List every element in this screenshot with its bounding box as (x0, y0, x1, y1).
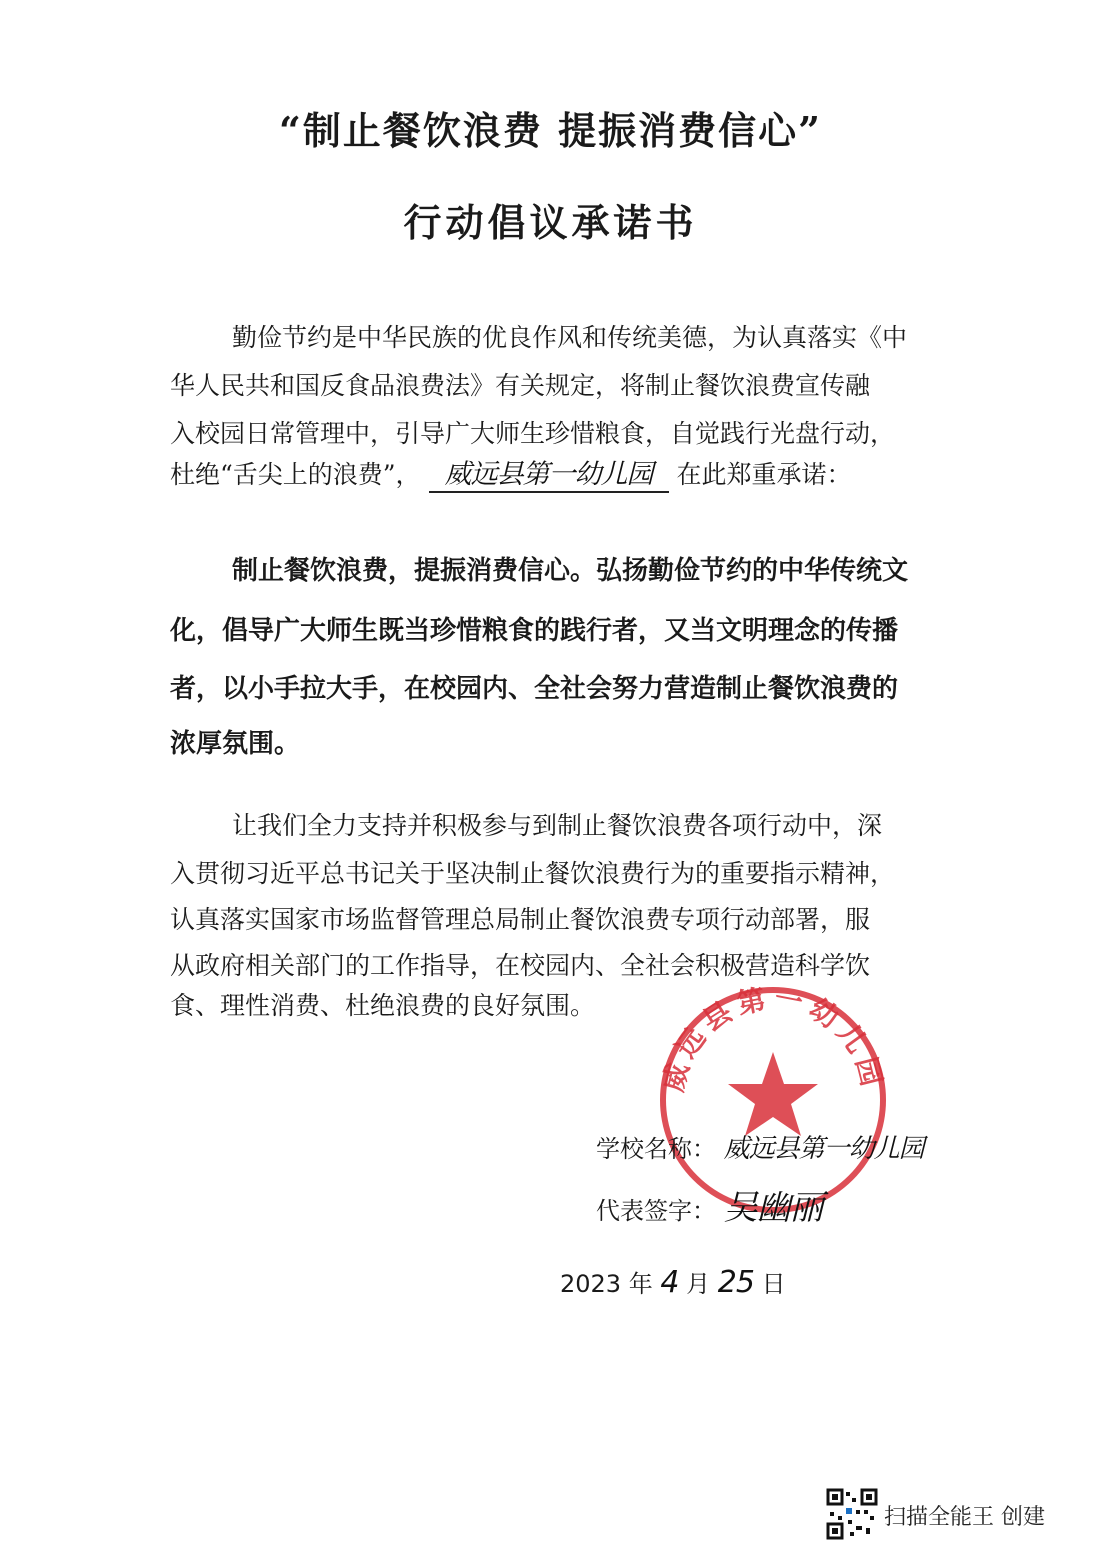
para1-line4 (170, 452, 851, 493)
para2-line4: 浓厚氛围。 (170, 729, 301, 759)
date-month-char: 月 (686, 1270, 711, 1298)
document-subtitle: 行动倡议承诺书 (403, 200, 698, 245)
date-year-char: 年 (628, 1270, 653, 1298)
school-name-signature: 威远县第一幼儿园 (723, 1134, 924, 1164)
school-name-label: 学校名称： (596, 1135, 716, 1163)
para3-line2: 入贯彻习近平总书记关于坚决制止餐饮浪费行为的重要指示精神， (170, 859, 896, 888)
para1-line1: 勤俭节约是中华民族的优良作风和传统美德，为认真落实《中 (232, 323, 908, 352)
para2-line3: 者，以小手拉大手，在校园内、全社会努力营造制止餐饮浪费的 (170, 674, 899, 704)
school-name-row (596, 1128, 924, 1165)
para1-line2: 华人民共和国反食品浪费法》有关规定，将制止餐饮浪费宣传融 (170, 371, 871, 400)
document-title: “制止餐饮浪费 提振消费信心” (279, 108, 822, 153)
date-day: 25 (717, 1265, 754, 1300)
para2-line1: 制止餐饮浪费，提振消费信心。弘扬勤俭节约的中华传统文 (232, 556, 909, 586)
para3-line1: 让我们全力支持并积极参与到制止餐饮浪费各项行动中，深 (232, 811, 883, 840)
representative-signature: 吴幽丽 (723, 1188, 823, 1228)
para3-line5: 食、理性消费、杜绝浪费的良好氛围。 (170, 991, 596, 1020)
representative-label: 代表签字： (596, 1197, 716, 1225)
date (560, 1264, 786, 1300)
para2-line2: 化，倡导广大师生既当珍惜粮食的践行者，又当文明理念的传播 (170, 616, 899, 646)
representative-row (596, 1180, 823, 1229)
seal-text: 威远县第一幼儿园 (656, 981, 890, 1095)
scanner-watermark: 扫描全能王 创建 (884, 1505, 1045, 1530)
para1-line3: 入校园日常管理中，引导广大师生珍惜粮食，自觉践行光盘行动， (170, 419, 896, 448)
para3-line4: 从政府相关部门的工作指导，在校园内、全社会积极营造科学饮 (170, 951, 871, 980)
para1-line4-prefix: 杜绝“舌尖上的浪费”， (170, 460, 421, 489)
handwritten-school-name: 威远县第一幼儿园 (429, 452, 669, 493)
qr-code-icon (826, 1488, 878, 1540)
para1-line4-suffix: 在此郑重承诺： (676, 460, 852, 489)
para3-line3: 认真落实国家市场监督管理总局制止餐饮浪费专项行动部署，服 (170, 905, 871, 934)
date-month: 4 (660, 1265, 679, 1300)
date-year: 2023 (560, 1270, 622, 1298)
seal-star-icon (728, 1052, 818, 1136)
date-day-char: 日 (761, 1270, 786, 1298)
